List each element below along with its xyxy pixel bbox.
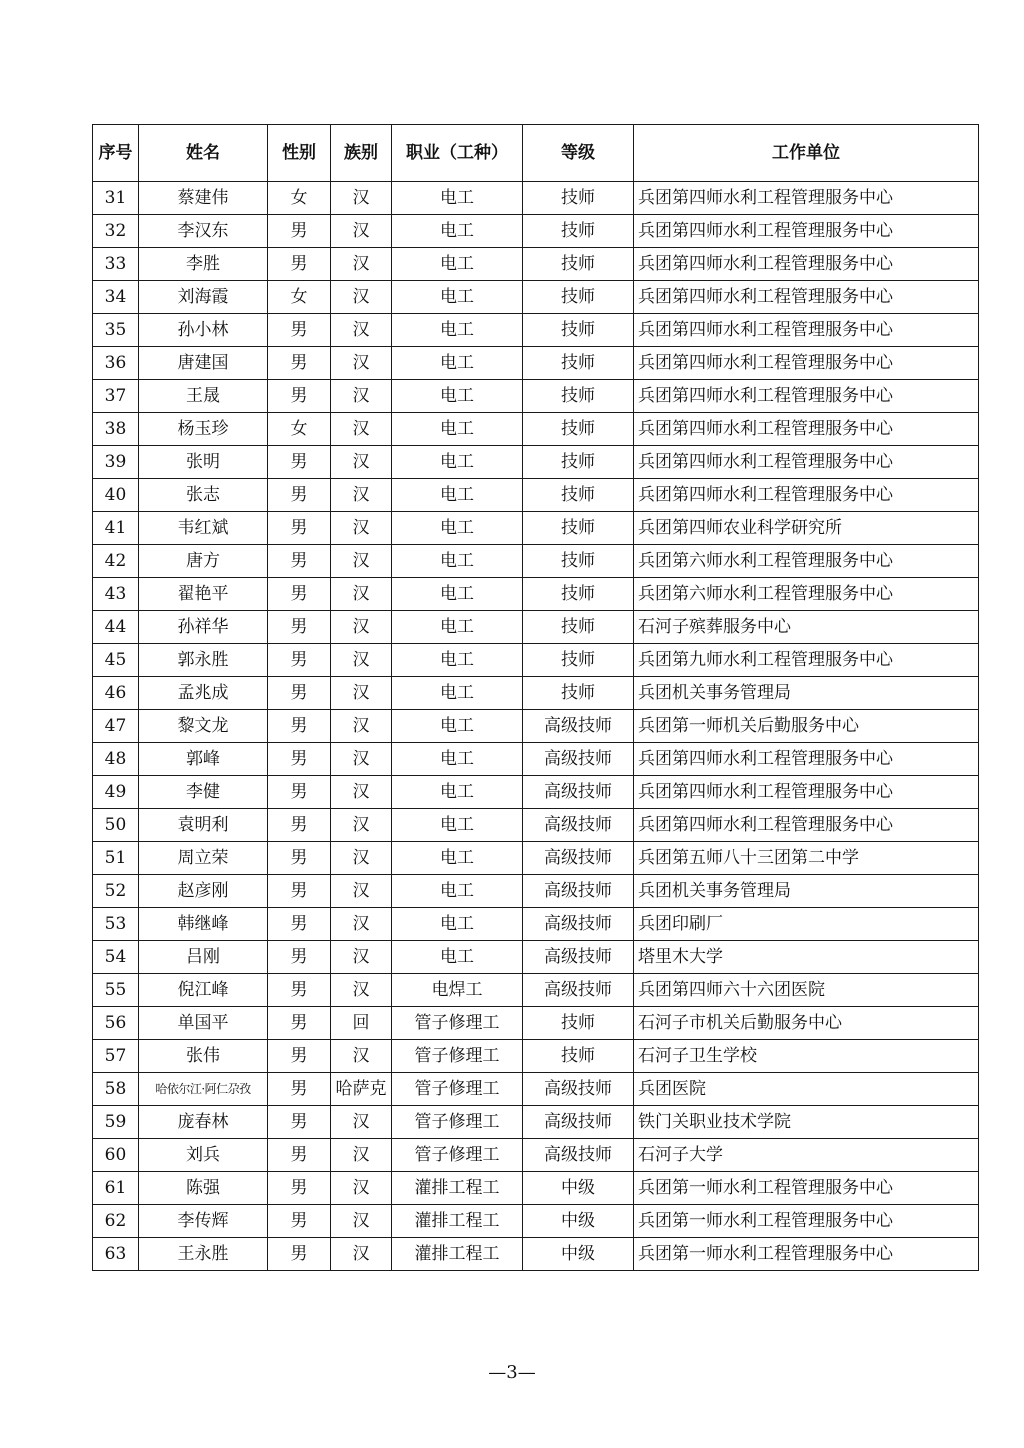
ethnicity-cell: 汉 xyxy=(331,1172,392,1205)
serial-cell: 31 xyxy=(93,182,139,215)
table-header-row xyxy=(93,125,979,182)
occupation-cell: 电工 xyxy=(392,380,523,413)
ethnicity-cell: 汉 xyxy=(331,1139,392,1172)
level-cell: 技师 xyxy=(523,380,634,413)
table-row xyxy=(93,710,979,743)
gender-cell: 男 xyxy=(268,347,331,380)
workplace-cell: 兵团第四师水利工程管理服务中心 xyxy=(634,446,979,479)
level-cell: 技师 xyxy=(523,1040,634,1073)
ethnicity-cell: 汉 xyxy=(331,644,392,677)
occupation-cell: 管子修理工 xyxy=(392,1106,523,1139)
gender-cell: 男 xyxy=(268,809,331,842)
ethnicity-cell: 汉 xyxy=(331,1205,392,1238)
serial-cell: 57 xyxy=(93,1040,139,1073)
serial-cell: 58 xyxy=(93,1073,139,1106)
name-cell: 韦红斌 xyxy=(139,512,268,545)
gender-cell: 男 xyxy=(268,479,331,512)
serial-cell: 48 xyxy=(93,743,139,776)
name-cell: 赵彦刚 xyxy=(139,875,268,908)
occupation-cell: 电工 xyxy=(392,644,523,677)
serial-cell: 60 xyxy=(93,1139,139,1172)
workplace-cell: 塔里木大学 xyxy=(634,941,979,974)
serial-cell: 42 xyxy=(93,545,139,578)
workplace-cell: 兵团第四师水利工程管理服务中心 xyxy=(634,314,979,347)
level-cell: 高级技师 xyxy=(523,1073,634,1106)
name-cell: 黎文龙 xyxy=(139,710,268,743)
level-cell: 技师 xyxy=(523,215,634,248)
level-cell: 高级技师 xyxy=(523,875,634,908)
occupation-cell: 管子修理工 xyxy=(392,1040,523,1073)
workplace-cell: 兵团第四师水利工程管理服务中心 xyxy=(634,776,979,809)
workplace-cell: 兵团第四师水利工程管理服务中心 xyxy=(634,215,979,248)
level-cell: 技师 xyxy=(523,611,634,644)
table-row xyxy=(93,479,979,512)
table-row xyxy=(93,743,979,776)
table-row xyxy=(93,809,979,842)
name-cell: 李汉东 xyxy=(139,215,268,248)
serial-cell: 50 xyxy=(93,809,139,842)
level-cell: 技师 xyxy=(523,479,634,512)
level-cell: 技师 xyxy=(523,314,634,347)
name-cell: 张明 xyxy=(139,446,268,479)
level-cell: 高级技师 xyxy=(523,1106,634,1139)
gender-cell: 男 xyxy=(268,1106,331,1139)
level-cell: 技师 xyxy=(523,248,634,281)
occupation-cell: 灌排工程工 xyxy=(392,1238,523,1271)
occupation-cell: 电工 xyxy=(392,809,523,842)
name-cell: 郭峰 xyxy=(139,743,268,776)
table-row xyxy=(93,908,979,941)
workplace-cell: 兵团医院 xyxy=(634,1073,979,1106)
level-cell: 高级技师 xyxy=(523,1139,634,1172)
gender-cell: 男 xyxy=(268,1139,331,1172)
ethnicity-cell: 汉 xyxy=(331,842,392,875)
name-cell: 翟艳平 xyxy=(139,578,268,611)
level-cell: 中级 xyxy=(523,1238,634,1271)
ethnicity-cell: 汉 xyxy=(331,908,392,941)
table-row xyxy=(93,875,979,908)
serial-cell: 38 xyxy=(93,413,139,446)
gender-cell: 男 xyxy=(268,248,331,281)
gender-cell: 男 xyxy=(268,215,331,248)
gender-cell: 男 xyxy=(268,1172,331,1205)
level-cell: 技师 xyxy=(523,281,634,314)
gender-cell: 男 xyxy=(268,677,331,710)
occupation-cell: 电工 xyxy=(392,875,523,908)
workplace-cell: 石河子大学 xyxy=(634,1139,979,1172)
ethnicity-cell: 汉 xyxy=(331,1040,392,1073)
table-row xyxy=(93,1172,979,1205)
level-cell: 技师 xyxy=(523,578,634,611)
name-cell: 杨玉珍 xyxy=(139,413,268,446)
header-workplace: 工作单位 xyxy=(634,125,979,182)
ethnicity-cell: 汉 xyxy=(331,479,392,512)
ethnicity-cell: 汉 xyxy=(331,512,392,545)
serial-cell: 44 xyxy=(93,611,139,644)
name-cell: 张伟 xyxy=(139,1040,268,1073)
workplace-cell: 兵团第一师水利工程管理服务中心 xyxy=(634,1238,979,1271)
name-cell: 袁明利 xyxy=(139,809,268,842)
table-row xyxy=(93,281,979,314)
table-row xyxy=(93,644,979,677)
name-cell: 王晟 xyxy=(139,380,268,413)
ethnicity-cell: 汉 xyxy=(331,545,392,578)
serial-cell: 40 xyxy=(93,479,139,512)
occupation-cell: 电工 xyxy=(392,908,523,941)
occupation-cell: 电工 xyxy=(392,545,523,578)
workplace-cell: 兵团机关事务管理局 xyxy=(634,677,979,710)
gender-cell: 男 xyxy=(268,545,331,578)
level-cell: 技师 xyxy=(523,545,634,578)
gender-cell: 男 xyxy=(268,710,331,743)
level-cell: 高级技师 xyxy=(523,842,634,875)
workplace-cell: 兵团第四师水利工程管理服务中心 xyxy=(634,479,979,512)
name-cell: 李传辉 xyxy=(139,1205,268,1238)
gender-cell: 女 xyxy=(268,182,331,215)
gender-cell: 男 xyxy=(268,776,331,809)
workplace-cell: 兵团第四师水利工程管理服务中心 xyxy=(634,182,979,215)
serial-cell: 56 xyxy=(93,1007,139,1040)
level-cell: 技师 xyxy=(523,347,634,380)
workplace-cell: 兵团印刷厂 xyxy=(634,908,979,941)
ethnicity-cell: 哈萨克 xyxy=(331,1073,392,1106)
table-row xyxy=(93,611,979,644)
workplace-cell: 兵团第一师机关后勤服务中心 xyxy=(634,710,979,743)
table-row xyxy=(93,248,979,281)
occupation-cell: 电工 xyxy=(392,281,523,314)
workplace-cell: 兵团第四师六十六团医院 xyxy=(634,974,979,1007)
serial-cell: 62 xyxy=(93,1205,139,1238)
ethnicity-cell: 汉 xyxy=(331,974,392,1007)
header-gender: 性别 xyxy=(268,125,331,182)
table-row xyxy=(93,1073,979,1106)
gender-cell: 男 xyxy=(268,941,331,974)
name-cell: 哈依尔江·阿仁尕孜 xyxy=(139,1073,268,1106)
workplace-cell: 兵团机关事务管理局 xyxy=(634,875,979,908)
occupation-cell: 电工 xyxy=(392,215,523,248)
serial-cell: 63 xyxy=(93,1238,139,1271)
name-cell: 王永胜 xyxy=(139,1238,268,1271)
ethnicity-cell: 汉 xyxy=(331,710,392,743)
workplace-cell: 兵团第六师水利工程管理服务中心 xyxy=(634,578,979,611)
name-cell: 孟兆成 xyxy=(139,677,268,710)
ethnicity-cell: 汉 xyxy=(331,248,392,281)
serial-cell: 53 xyxy=(93,908,139,941)
gender-cell: 男 xyxy=(268,314,331,347)
table-row xyxy=(93,215,979,248)
table-row xyxy=(93,512,979,545)
serial-cell: 41 xyxy=(93,512,139,545)
serial-cell: 54 xyxy=(93,941,139,974)
ethnicity-cell: 汉 xyxy=(331,446,392,479)
ethnicity-cell: 汉 xyxy=(331,314,392,347)
level-cell: 高级技师 xyxy=(523,776,634,809)
level-cell: 技师 xyxy=(523,512,634,545)
header-occupation: 职业（工种） xyxy=(392,125,523,182)
table-row xyxy=(93,545,979,578)
name-cell: 周立荣 xyxy=(139,842,268,875)
occupation-cell: 电工 xyxy=(392,776,523,809)
occupation-cell: 电工 xyxy=(392,743,523,776)
occupation-cell: 电工 xyxy=(392,512,523,545)
level-cell: 高级技师 xyxy=(523,743,634,776)
gender-cell: 男 xyxy=(268,446,331,479)
occupation-cell: 灌排工程工 xyxy=(392,1172,523,1205)
name-cell: 郭永胜 xyxy=(139,644,268,677)
level-cell: 技师 xyxy=(523,446,634,479)
ethnicity-cell: 回 xyxy=(331,1007,392,1040)
ethnicity-cell: 汉 xyxy=(331,578,392,611)
workplace-cell: 石河子市机关后勤服务中心 xyxy=(634,1007,979,1040)
workplace-cell: 石河子卫生学校 xyxy=(634,1040,979,1073)
ethnicity-cell: 汉 xyxy=(331,281,392,314)
header-name: 姓名 xyxy=(139,125,268,182)
level-cell: 中级 xyxy=(523,1205,634,1238)
name-cell: 单国平 xyxy=(139,1007,268,1040)
occupation-cell: 管子修理工 xyxy=(392,1073,523,1106)
table-body xyxy=(93,182,979,1271)
occupation-cell: 电工 xyxy=(392,248,523,281)
ethnicity-cell: 汉 xyxy=(331,1106,392,1139)
serial-cell: 51 xyxy=(93,842,139,875)
occupation-cell: 管子修理工 xyxy=(392,1139,523,1172)
serial-cell: 39 xyxy=(93,446,139,479)
occupation-cell: 电工 xyxy=(392,347,523,380)
ethnicity-cell: 汉 xyxy=(331,347,392,380)
occupation-cell: 电工 xyxy=(392,611,523,644)
gender-cell: 男 xyxy=(268,974,331,1007)
serial-cell: 59 xyxy=(93,1106,139,1139)
gender-cell: 男 xyxy=(268,908,331,941)
gender-cell: 男 xyxy=(268,644,331,677)
level-cell: 高级技师 xyxy=(523,809,634,842)
serial-cell: 43 xyxy=(93,578,139,611)
gender-cell: 男 xyxy=(268,1040,331,1073)
table-row xyxy=(93,974,979,1007)
workplace-cell: 兵团第四师水利工程管理服务中心 xyxy=(634,809,979,842)
table-row xyxy=(93,1139,979,1172)
name-cell: 蔡建伟 xyxy=(139,182,268,215)
page-number: —3— xyxy=(488,1362,536,1383)
serial-cell: 55 xyxy=(93,974,139,1007)
gender-cell: 男 xyxy=(268,1073,331,1106)
table-row xyxy=(93,380,979,413)
name-cell: 张志 xyxy=(139,479,268,512)
occupation-cell: 电工 xyxy=(392,446,523,479)
gender-cell: 男 xyxy=(268,743,331,776)
name-cell: 孙祥华 xyxy=(139,611,268,644)
personnel-table xyxy=(92,124,979,1271)
workplace-cell: 兵团第四师水利工程管理服务中心 xyxy=(634,347,979,380)
ethnicity-cell: 汉 xyxy=(331,611,392,644)
serial-cell: 33 xyxy=(93,248,139,281)
workplace-cell: 兵团第四师农业科学研究所 xyxy=(634,512,979,545)
level-cell: 高级技师 xyxy=(523,908,634,941)
ethnicity-cell: 汉 xyxy=(331,1238,392,1271)
workplace-cell: 兵团第一师水利工程管理服务中心 xyxy=(634,1205,979,1238)
table-row xyxy=(93,1007,979,1040)
serial-cell: 47 xyxy=(93,710,139,743)
serial-cell: 52 xyxy=(93,875,139,908)
serial-cell: 46 xyxy=(93,677,139,710)
serial-cell: 49 xyxy=(93,776,139,809)
serial-cell: 35 xyxy=(93,314,139,347)
name-cell: 陈强 xyxy=(139,1172,268,1205)
ethnicity-cell: 汉 xyxy=(331,941,392,974)
name-cell: 李胜 xyxy=(139,248,268,281)
occupation-cell: 管子修理工 xyxy=(392,1007,523,1040)
name-cell: 庞春林 xyxy=(139,1106,268,1139)
gender-cell: 男 xyxy=(268,842,331,875)
occupation-cell: 电工 xyxy=(392,677,523,710)
occupation-cell: 电工 xyxy=(392,314,523,347)
occupation-cell: 电工 xyxy=(392,842,523,875)
ethnicity-cell: 汉 xyxy=(331,215,392,248)
table-row xyxy=(93,314,979,347)
serial-cell: 45 xyxy=(93,644,139,677)
occupation-cell: 电工 xyxy=(392,413,523,446)
ethnicity-cell: 汉 xyxy=(331,776,392,809)
table-row xyxy=(93,446,979,479)
table-row xyxy=(93,842,979,875)
workplace-cell: 兵团第四师水利工程管理服务中心 xyxy=(634,413,979,446)
name-cell: 李健 xyxy=(139,776,268,809)
header-serial: 序号 xyxy=(93,125,139,182)
table-row xyxy=(93,1205,979,1238)
occupation-cell: 电工 xyxy=(392,941,523,974)
ethnicity-cell: 汉 xyxy=(331,677,392,710)
workplace-cell: 兵团第四师水利工程管理服务中心 xyxy=(634,248,979,281)
ethnicity-cell: 汉 xyxy=(331,413,392,446)
name-cell: 孙小林 xyxy=(139,314,268,347)
name-cell: 倪江峰 xyxy=(139,974,268,1007)
table-row xyxy=(93,182,979,215)
serial-cell: 36 xyxy=(93,347,139,380)
gender-cell: 男 xyxy=(268,1238,331,1271)
level-cell: 技师 xyxy=(523,182,634,215)
header-ethnicity: 族别 xyxy=(331,125,392,182)
serial-cell: 32 xyxy=(93,215,139,248)
occupation-cell: 灌排工程工 xyxy=(392,1205,523,1238)
name-cell: 韩继峰 xyxy=(139,908,268,941)
workplace-cell: 兵团第四师水利工程管理服务中心 xyxy=(634,281,979,314)
workplace-cell: 兵团第六师水利工程管理服务中心 xyxy=(634,545,979,578)
table-row xyxy=(93,677,979,710)
gender-cell: 男 xyxy=(268,512,331,545)
workplace-cell: 铁门关职业技术学院 xyxy=(634,1106,979,1139)
level-cell: 技师 xyxy=(523,1007,634,1040)
level-cell: 技师 xyxy=(523,677,634,710)
header-level: 等级 xyxy=(523,125,634,182)
occupation-cell: 电工 xyxy=(392,479,523,512)
gender-cell: 男 xyxy=(268,875,331,908)
occupation-cell: 电工 xyxy=(392,578,523,611)
gender-cell: 女 xyxy=(268,413,331,446)
serial-cell: 34 xyxy=(93,281,139,314)
table-row xyxy=(93,1238,979,1271)
table-row xyxy=(93,776,979,809)
workplace-cell: 兵团第一师水利工程管理服务中心 xyxy=(634,1172,979,1205)
name-cell: 吕刚 xyxy=(139,941,268,974)
table-row xyxy=(93,1106,979,1139)
occupation-cell: 电工 xyxy=(392,710,523,743)
level-cell: 技师 xyxy=(523,413,634,446)
ethnicity-cell: 汉 xyxy=(331,380,392,413)
gender-cell: 女 xyxy=(268,281,331,314)
serial-cell: 61 xyxy=(93,1172,139,1205)
gender-cell: 男 xyxy=(268,380,331,413)
ethnicity-cell: 汉 xyxy=(331,743,392,776)
workplace-cell: 兵团第五师八十三团第二中学 xyxy=(634,842,979,875)
gender-cell: 男 xyxy=(268,611,331,644)
gender-cell: 男 xyxy=(268,578,331,611)
level-cell: 高级技师 xyxy=(523,710,634,743)
level-cell: 高级技师 xyxy=(523,974,634,1007)
table-row xyxy=(93,1040,979,1073)
gender-cell: 男 xyxy=(268,1007,331,1040)
level-cell: 技师 xyxy=(523,644,634,677)
ethnicity-cell: 汉 xyxy=(331,875,392,908)
name-cell: 刘兵 xyxy=(139,1139,268,1172)
serial-cell: 37 xyxy=(93,380,139,413)
name-cell: 唐方 xyxy=(139,545,268,578)
name-cell: 唐建国 xyxy=(139,347,268,380)
workplace-cell: 石河子殡葬服务中心 xyxy=(634,611,979,644)
table-row xyxy=(93,347,979,380)
name-cell: 刘海霞 xyxy=(139,281,268,314)
level-cell: 高级技师 xyxy=(523,941,634,974)
table-row xyxy=(93,413,979,446)
workplace-cell: 兵团第九师水利工程管理服务中心 xyxy=(634,644,979,677)
table-row xyxy=(93,941,979,974)
table-row xyxy=(93,578,979,611)
occupation-cell: 电焊工 xyxy=(392,974,523,1007)
occupation-cell: 电工 xyxy=(392,182,523,215)
workplace-cell: 兵团第四师水利工程管理服务中心 xyxy=(634,380,979,413)
workplace-cell: 兵团第四师水利工程管理服务中心 xyxy=(634,743,979,776)
level-cell: 中级 xyxy=(523,1172,634,1205)
gender-cell: 男 xyxy=(268,1205,331,1238)
ethnicity-cell: 汉 xyxy=(331,182,392,215)
ethnicity-cell: 汉 xyxy=(331,809,392,842)
